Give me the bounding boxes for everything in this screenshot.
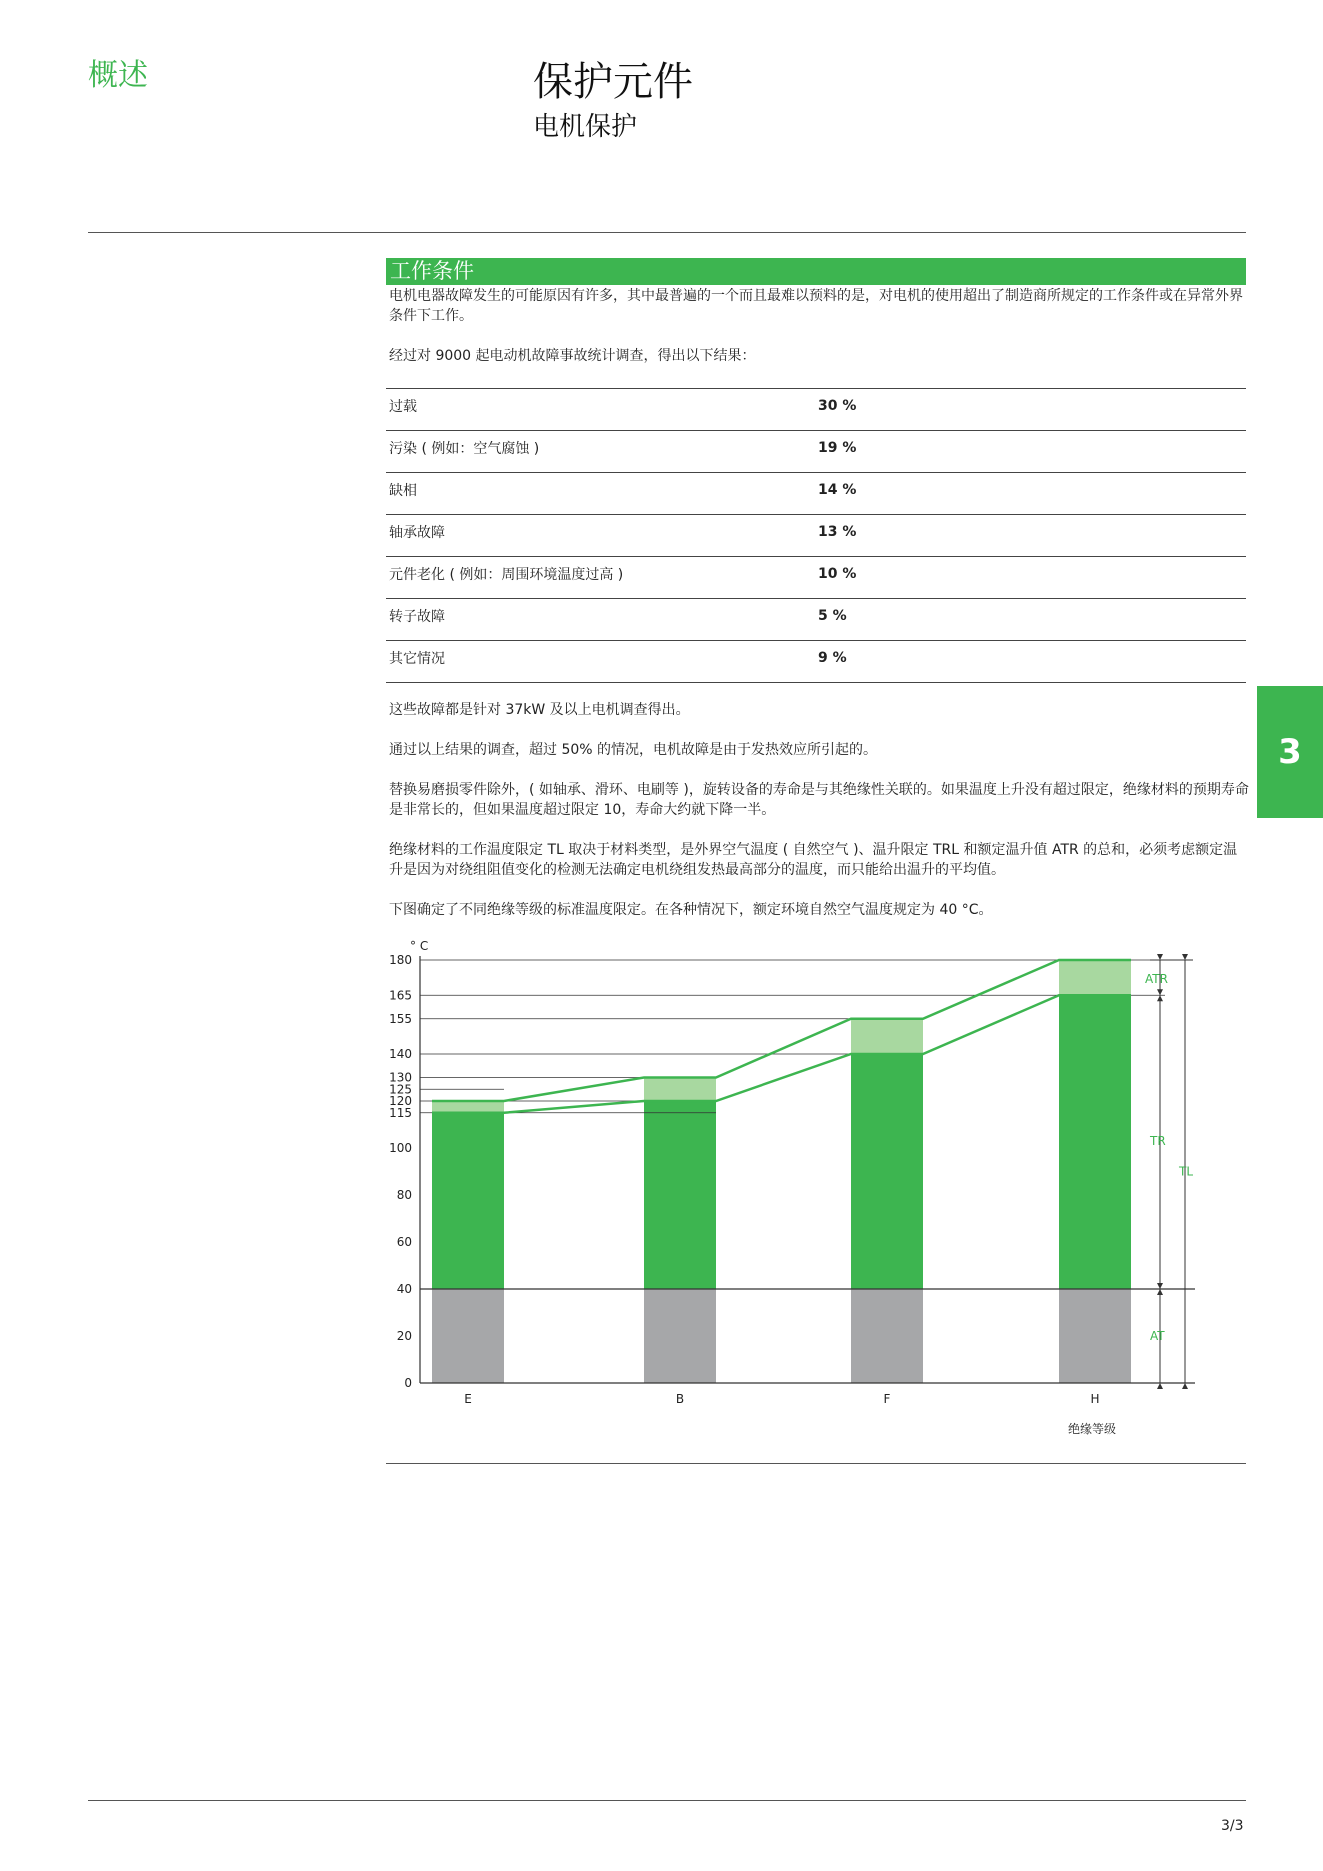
section-label: 概述 <box>88 58 148 93</box>
bar-atr <box>644 1078 716 1102</box>
x-axis-label: 绝缘等级 <box>1067 1422 1117 1436</box>
paragraph-4: 绝缘材料的工作温度限定 TL 取决于材料类型，是外界空气温度 ( 自然空气 )、温升限定 TRL 和额定温升值 ATR 的总和，必须考虑额定温升是因为对绕组阻值变化的检测无法确定电机绕组发热最高部分的温度，而只能给出温升的平均值。 <box>389 842 1238 878</box>
y-axis-unit: ° C <box>410 939 429 953</box>
bar-at <box>851 1289 923 1383</box>
table-row <box>386 556 1246 598</box>
insulation-class-chart <box>370 935 1230 1455</box>
table-row <box>386 598 1246 640</box>
bar-at <box>1059 1289 1131 1383</box>
failure-percent: 19 % <box>818 440 857 456</box>
header-divider <box>88 232 1246 233</box>
bar-tr <box>432 1113 504 1289</box>
atr-label: ATR <box>1145 971 1168 986</box>
failure-stats-table <box>386 388 1246 683</box>
tr-label: TR <box>1150 1133 1166 1148</box>
y-tick-label: 165 <box>389 988 412 1003</box>
tl-label: TL <box>1179 1164 1194 1179</box>
failure-percent: 13 % <box>818 524 857 540</box>
bar-tr <box>851 1054 923 1289</box>
failure-percent: 14 % <box>818 482 857 498</box>
failure-cause: 污染 ( 例如：空气腐蚀 ) <box>389 441 540 457</box>
x-tick-label: F <box>883 1392 891 1406</box>
y-tick-label: 155 <box>389 1011 412 1026</box>
bar-at <box>432 1289 504 1383</box>
failure-percent: 10 % <box>818 566 857 582</box>
failure-percent: 9 % <box>818 650 847 666</box>
intro-paragraph: 电机电器故障发生的可能原因有许多，其中最普遍的一个而且最难以预料的是，对电机的使用超出了制造商所规定的工作条件或在异常外界条件下工作。 <box>389 288 1243 324</box>
failure-cause: 转子故障 <box>389 609 445 625</box>
failure-cause: 缺相 <box>389 483 417 499</box>
y-tick-label: 130 <box>389 1070 412 1085</box>
y-tick-label: 140 <box>389 1047 412 1061</box>
table-row <box>386 388 1246 430</box>
failure-percent: 30 % <box>818 398 857 414</box>
page-number: 3/3 <box>1221 1818 1244 1834</box>
bar-at <box>644 1289 716 1383</box>
atr-arrow-tail <box>1157 995 1163 1001</box>
y-tick-label: 20 <box>396 1329 412 1343</box>
survey-paragraph: 经过对 9000 起电动机故障事故统计调查，得出以下结果： <box>389 348 756 364</box>
y-tick-label: 60 <box>396 1235 412 1249</box>
bar-tr <box>1059 995 1131 1289</box>
y-tick-label: 115 <box>389 1105 412 1120</box>
bar-atr <box>1059 960 1131 995</box>
failure-cause: 轴承故障 <box>389 525 445 541</box>
footer-divider <box>88 1800 1246 1801</box>
x-tick-label: H <box>1090 1392 1100 1406</box>
y-tick-label: 40 <box>396 1282 412 1296</box>
paragraph-1: 这些故障都是针对 37kW 及以上电机调查得出。 <box>389 702 690 718</box>
page-title: 保护元件 <box>533 59 693 105</box>
y-tick-label: 100 <box>389 1141 412 1155</box>
paragraph-2: 通过以上结果的调查，超过 50% 的情况，电机故障是由于发热效应所引起的。 <box>389 742 878 758</box>
failure-cause: 其它情况 <box>389 651 445 667</box>
table-row <box>386 640 1246 683</box>
table-row <box>386 472 1246 514</box>
section-heading: 工作条件 <box>386 258 1246 285</box>
paragraph-3: 替换易磨损零件除外，( 如轴承、滑环、电刷等 )，旋转设备的寿命是与其绝缘性关联的。如果温度上升没有超过限定，绝缘材料的预期寿命是非常长的，但如果温度超过限定 10，寿命大约就下降一半。 <box>389 782 1249 818</box>
y-tick-label: 80 <box>396 1188 412 1202</box>
page-subtitle: 电机保护 <box>533 112 638 142</box>
tl-limit-line <box>432 960 1131 1101</box>
bar-tr <box>644 1101 716 1289</box>
y-tick-label: 180 <box>389 953 412 967</box>
at-arrow-tail <box>1157 1383 1163 1389</box>
chart-bottom-rule <box>386 1463 1246 1464</box>
chapter-tab: 3 <box>1257 686 1323 818</box>
atr-arrow-head <box>1157 954 1163 960</box>
y-tick-label: 120 <box>389 1094 412 1108</box>
tl-arrow-head <box>1182 954 1188 960</box>
x-tick-label: E <box>464 1392 472 1406</box>
bar-atr <box>432 1101 504 1113</box>
failure-cause: 元件老化 ( 例如：周围环境温度过高 ) <box>389 567 624 583</box>
failure-cause: 过载 <box>389 399 417 415</box>
table-row <box>386 514 1246 556</box>
tl-arrow-tail <box>1182 1383 1188 1389</box>
x-tick-label: B <box>675 1392 685 1406</box>
bar-atr <box>851 1019 923 1054</box>
at-label: AT <box>1150 1329 1165 1343</box>
y-tick-label: 0 <box>404 1376 412 1390</box>
tr-arrow-tail <box>1157 1289 1163 1295</box>
table-row <box>386 430 1246 472</box>
y-tick-label: 125 <box>389 1082 412 1097</box>
failure-percent: 5 % <box>818 608 847 624</box>
paragraph-5: 下图确定了不同绝缘等级的标准温度限定。在各种情况下，额定环境自然空气温度规定为 40 °C。 <box>389 902 993 918</box>
